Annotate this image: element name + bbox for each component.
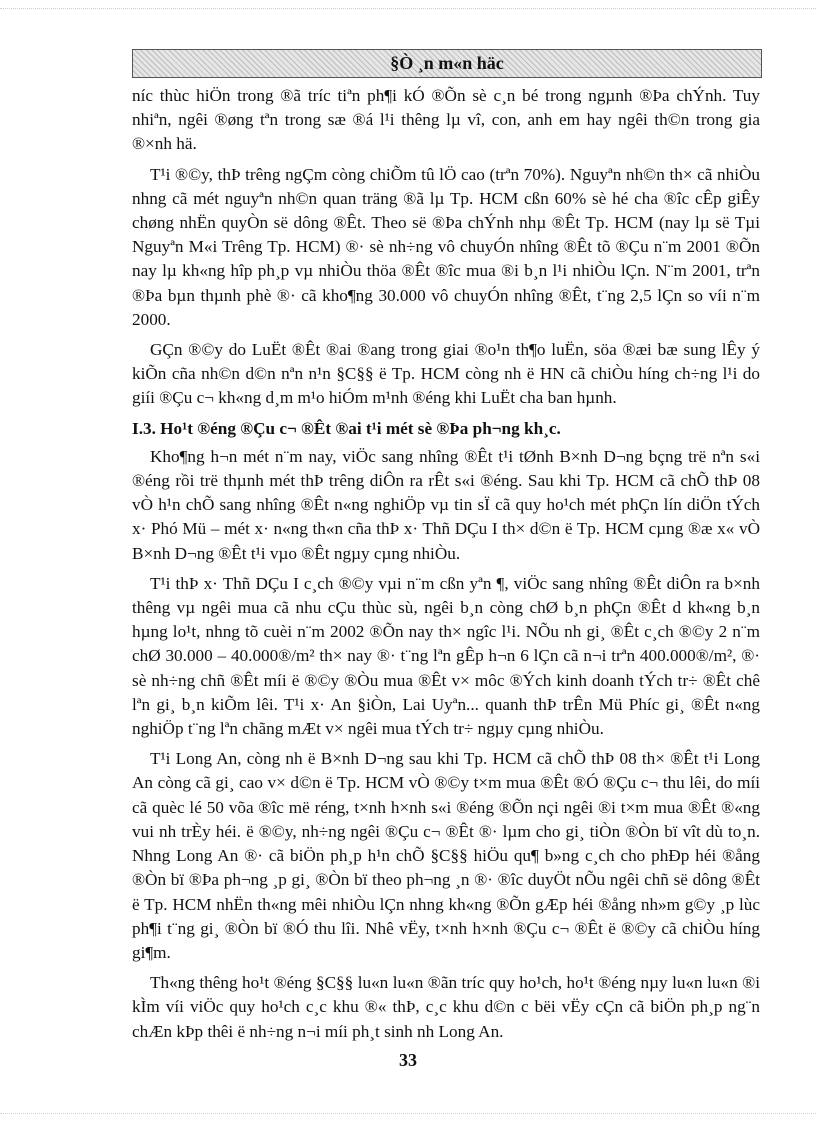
body-paragraph: Kho¶ng h¬n mét n¨m nay, viÖc sang nhîng ®Êt t¹i tØnh B×nh D¬ng bçng trë nªn s«i ®éng rồi trë thµnh mét thÞ trêng diÔn ra rÊt s«i ®éng. Sau khi Tp. HCM cã chÕ thÞ 08 vÒ h¹n chÕ sang nhîng ®Êt n«ng nghiÖp vµ tin sÏ cã quy ho¹ch mét phÇn lín diÖn tÝch x· Phó Mü – mét x· n«ng th«n cña thÞ x· Thñ DÇu I th× d©n ë Tp. HCM cµng ®æ x« vÒ B×nh D¬ng ®Êt t¹i vµo ®Êt ngµy cµng nhiÒu. [132, 446, 760, 563]
body-paragraph: T¹i Long An, còng nh ë B×nh D¬ng sau khi Tp. HCM cã chÕ thÞ 08 th× ®Êt t¹i Long An còng cã gi¸ cao v× d©n ë Tp. HCM vÒ ®©y t×m mua ®Êt ®Ó ®Çu c¬ thu lêi, do míi cã quèc lé 50 võa ®îc më réng, t×nh h×nh s«i ®éng ®Õn nçi ngêi ®i t×m mua ®Êt ®«ng vui nh trÈy héi. ë ®©y, nh÷ng ngêi ®Çu c¬ ®Êt ®· lµm cho gi¸ tiÒn ®Òn bï vît dù to¸n. Nhng Long An ®· cã biÖn ph¸p h¹n chÕ §C§§ hiÖu qu¶ b»ng c¸ch cho phÐp héi ®ång ®Òn bï ®Þa ph¬ng ¸p gi¸ ®Òn bï theo ph¬ng ¸n ®· ®îc duyÖt nÕu ngêi chñ së dông ®Êt ë Tp. HCM nhËn th«ng mêi nhiÒu lÇn nhng kh«ng ®Õn gÆp héi ®ång nh»m g©y ¸p lùc ph¶i t¨ng gi¸ ®Òn bï ®Ó thu lîi. Nhê vËy, t×nh h×nh ®Çu c¬ ®Êt ë ®©y cã chiÒu híng gi¶m. [132, 749, 760, 962]
page-header-band [132, 49, 762, 78]
page-header-title: §Ò ¸n m«n häc [390, 53, 504, 73]
section-heading: I.3. Ho¹t ®éng ®Çu c¬ ®Êt ®ai t¹i mét sè ®Þa ph¬ng kh¸c. [132, 418, 561, 438]
body-paragraph: níc thùc hiÖn trong ®ã tríc tiªn ph¶i kÓ ®Õn sè c¸n bé trong ngµnh ®Þa chÝnh. Tuy nhiªn, ngêi ®øng tªn trong sæ ®á l¹i thêng lµ vî, con, anh em hay ngêi th©n trong gia ®×nh hä. [132, 86, 760, 154]
body-paragraph: T¹i thÞ x· Thñ DÇu I c¸ch ®©y vµi n¨m cßn yªn ¶, viÖc sang nhîng ®Êt diÔn ra b×nh thêng vµ ngêi mua cã nhu cÇu thùc sù, ngêi b¸n còng chØ b¸n phÇn ®Êt d kh«ng b¸n hµng lo¹t, nhng tõ cuèi n¨m 2002 ®Õn nay th× ngîc l¹i. NÕu nh gi¸ ®Êt c¸ch ®©y 2 n¨m chØ 30.000 – 40.000®/m² th× nay ®· t¨ng lªn gÊp h¬n 6 lÇn cã n¬i trªn 400.000®/m², ®· sè nh÷ng chñ ®Êt míi ë ®©y ®Òu mua ®Êt v× môc ®Ých kinh doanh tÝch tr÷ ®Êt chê lªn gi¸ b¸n kiÕm lêi. T¹i x· An §iÒn, Lai Uyªn... quanh thÞ trÊn Mü Phíc gi¸ ®Êt n«ng nghiÖp t¨ng lªn chãng mÆt v× ngêi mua tÝch tr÷ ngµy cµng nhiÒu. [132, 573, 760, 739]
page-bottom-edge [0, 1113, 816, 1114]
body-paragraph: GÇn ®©y do LuËt ®Êt ®ai ®ang trong giai ®o¹n th¶o luËn, söa ®æi bæ sung lÊy ý kiÕn cña nh©n d©n nªn n¹n §C§§ ë Tp. HCM còng nh ë HN cã chiÒu híng ch÷ng l¹i do giíi ®Çu c¬ kh«ng d¸m m¹o hiÓm m¹nh ®éng khi LuËt cha ban hµnh. [132, 340, 760, 408]
page-top-edge [0, 0, 816, 9]
page-body [132, 84, 760, 1050]
body-paragraph: T¹i ®©y, thÞ trêng ngÇm còng chiÕm tû lÖ cao (trªn 70%). Nguyªn nh©n th× cã nhiÒu nhng cã mét nguyªn nh©n quan träng ®ã lµ Tp. HCM cßn 60% sè hé cha ®îc cÊp giÊy chøng nhËn quyÒn së dông ®Êt. Theo së ®Þa chÝnh nhµ ®Êt Tp. HCM (nay lµ së Tµi Nguyªn M«i Trêng Tp. HCM) ®· sè nh÷ng vô chuyÓn nhîng ®Êt tõ ®Çu n¨m 2001 ®Õn nay lµ kh«ng hîp ph¸p vµ nhiÒu thöa ®Êt ®îc mua ®i b¸n l¹i nhiÒu lÇn. N¨m 2001, trªn ®Þa bµn thµnh phè ®· cã kho¶ng 30.000 vô chuyÓn nhîng ®Êt, t¨ng 2,5 lÇn so víi n¨m 2000. [132, 164, 760, 329]
page-number: 33 [399, 1050, 417, 1070]
body-paragraph: Th«ng thêng ho¹t ®éng §C§§ lu«n lu«n ®ãn tríc quy ho¹ch, ho¹t ®éng nµy lu«n lu«n ®i kÌm víi viÖc quy ho¹ch c¸c khu ®« thÞ, c¸c khu d©n c bëi vËy cÇn cã biÖn ph¸p ng¨n chÆn kÞp thêi ë nh÷ng n¬i míi ph¸t sinh nh Long An. [132, 973, 760, 1041]
